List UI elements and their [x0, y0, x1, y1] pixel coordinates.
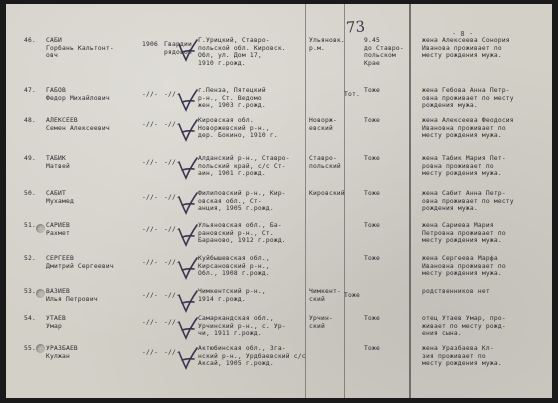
cell-family: жена Алексеева Феодосия Ивановна проживает по месту рождения мужа.	[422, 117, 514, 140]
cell-num: 47.	[24, 87, 36, 94]
cell-notes: Тоже	[364, 315, 380, 322]
cell-num: 52.	[24, 255, 36, 262]
cell-name: УРАЗБАЕВ Кулжан	[46, 345, 78, 360]
cell-notes: Тоже	[364, 87, 380, 94]
cell-birth: Алданский р-н., Ставро- польский край, с/с Ст- аин, 1901 г.рожд.	[198, 155, 290, 178]
cell-family: жена Сабит Анна Петр- овна проживает по месту рождения мужа.	[422, 190, 514, 213]
cell-rank: -//-	[164, 194, 180, 201]
cell-birth: Кировская обл. Новоржевский р-н., дер. Бокино, 1910 г.	[198, 117, 278, 140]
page-number: - 8 -	[452, 30, 474, 38]
cell-year: -//-	[142, 194, 158, 201]
cell-family: жена Сергеева Марфа Ивановна проживает по месту рождения мужа.	[422, 255, 506, 278]
table-row	[6, 86, 552, 120]
table-row	[6, 344, 552, 378]
cell-year: -//-	[142, 292, 158, 299]
cell-birth: Куйбышевская обл., Кирсановский р-н., Обл., 1908 г.рожд.	[198, 255, 270, 278]
handwritten-check-mark	[176, 38, 200, 66]
handwritten-check-mark	[176, 346, 200, 374]
cell-name: САРИЕВ Рахмет	[46, 222, 70, 237]
cell-rank: -//-	[164, 319, 180, 326]
cell-name: САБИТ Мухамед	[46, 190, 74, 205]
table-row	[6, 314, 552, 348]
cell-year: -//-	[142, 121, 158, 128]
cell-year: -//-	[142, 319, 158, 326]
cell-called: Новорж- евский	[309, 117, 337, 132]
table-row	[6, 189, 552, 223]
document-page	[6, 4, 552, 398]
cell-rank: -//-	[164, 159, 180, 166]
cell-rank: Гвардии рядовой	[164, 41, 192, 56]
cell-family: жена Табик Мария Пет- ровна проживает по месту рождения мужа.	[422, 155, 506, 178]
cell-family: отец Утаев Умар, про- живает по месту рожд- ения сына.	[422, 315, 506, 338]
cell-birth: г.Пенза, Пятецкий р-н., Ст. Ведомо жен, 1903 г.рожд.	[198, 87, 266, 110]
cell-birth: Филиповский р-н., Кир- овская обл., Ст- анция, 1905 г.рожд.	[198, 190, 286, 213]
cell-family: родственников нет	[422, 288, 490, 295]
cell-birth: Г.Урицкий, Ставро- польской обл. Кировск. Обл, ул. Дом 17, 1910 г.рожд.	[198, 37, 286, 67]
cell-birth: Ульяновская обл., Ба- рановский р-н., Ст. Бараново, 1912 г.рожд.	[198, 222, 286, 245]
cell-family: жена Сариева Мария Петровна проживает по месту рождения мужа.	[422, 222, 506, 245]
table-row	[6, 254, 552, 288]
table-row	[6, 36, 552, 70]
cell-notes: Тоже	[364, 345, 380, 352]
cell-rank: -//-	[164, 292, 180, 299]
handwritten-check-mark	[176, 88, 200, 116]
cell-notes: Тоже	[364, 155, 380, 162]
cell-year: -//-	[142, 259, 158, 266]
cell-notes: Тоже	[364, 222, 380, 229]
handwritten-check-mark	[176, 256, 200, 284]
cell-birth: Актюбинская обл., Зга- нский р-н., Урдбаевский с/с Аксай, 1905 г.рожд.	[198, 345, 306, 368]
handwritten-check-mark	[176, 316, 200, 344]
cell-num: 49.	[24, 155, 36, 162]
cell-name: ТАБИК Матвей	[46, 155, 70, 170]
cell-birth: Чимкентский р-н., 1914 г.рожд.	[198, 288, 266, 303]
cell-called: Урчин- ский	[309, 315, 333, 330]
cell-called: Чимкент- ский	[309, 288, 341, 303]
table-row	[6, 116, 552, 150]
cell-num: 51.	[24, 222, 36, 229]
cell-name: СЕРГЕЕВ Дмитрий Сергеевич	[46, 255, 114, 270]
handwritten-check-mark	[176, 191, 200, 219]
cell-year: 1906	[142, 41, 158, 48]
handwritten-check-mark	[176, 289, 200, 317]
cell-year: -//-	[142, 226, 158, 233]
cell-birth: Самаркандская обл., Урчинский р-н., с. Ур- чи, 1911 г.рожд.	[198, 315, 286, 338]
cell-rank: -//-	[164, 226, 180, 233]
cell-name: УТАЕВ Умар	[46, 315, 66, 330]
cell-notes: Тоже	[364, 117, 380, 124]
cell-notes: Тоже	[364, 190, 380, 197]
cell-notes: 9.45 до Ставро- польском Крае	[364, 37, 404, 67]
cell-name: ВАЗИЕВ Илья Петрович	[46, 288, 98, 303]
cell-num: 54.	[24, 315, 36, 322]
cell-num: 53.	[24, 288, 36, 295]
cell-called: Кировский	[309, 190, 345, 197]
cell-num: 50.	[24, 190, 36, 197]
cell-notes: Тоже	[364, 255, 380, 262]
cell-num: 48.	[24, 117, 36, 124]
cell-name: ГАБОВ Федор Михайлович	[46, 87, 110, 102]
cell-family: жена Уразбаева Кл- зия проживает по месту рождения мужа.	[422, 345, 502, 368]
handwritten-check-mark	[176, 118, 200, 146]
cell-called: Ставро- польский	[309, 155, 341, 170]
handwritten-check-mark	[176, 156, 200, 184]
cell-name: САБИ Горбань Кальтонт- овч	[46, 37, 114, 60]
cell-rank: -//-	[164, 91, 180, 98]
cell-year: -//-	[142, 91, 158, 98]
cell-name: АЛЕКСЕЕВ Семен Алексеевич	[46, 117, 110, 132]
cell-family: жена Гебова Анна Петр- овна проживает по месту рождения мужа.	[422, 87, 514, 110]
cell-status: Тот.	[344, 91, 360, 98]
table-row	[6, 221, 552, 255]
handwritten-number: 73	[345, 17, 366, 37]
table-row	[6, 154, 552, 188]
cell-num: 55.	[24, 345, 36, 352]
cell-year: -//-	[142, 159, 158, 166]
handwritten-check-mark	[176, 223, 200, 251]
cell-year: -//-	[142, 349, 158, 356]
cell-family: жена Алексеева Сонория Иванова проживает по месту рождения мужа.	[422, 37, 510, 60]
cell-num: 46.	[24, 37, 36, 44]
cell-rank: -//-	[164, 121, 180, 128]
cell-status: Тоже	[344, 292, 360, 299]
cell-rank: -//-	[164, 349, 180, 356]
cell-called: Ульяновк. р.м.	[309, 37, 345, 52]
cell-rank: -//-	[164, 259, 180, 266]
